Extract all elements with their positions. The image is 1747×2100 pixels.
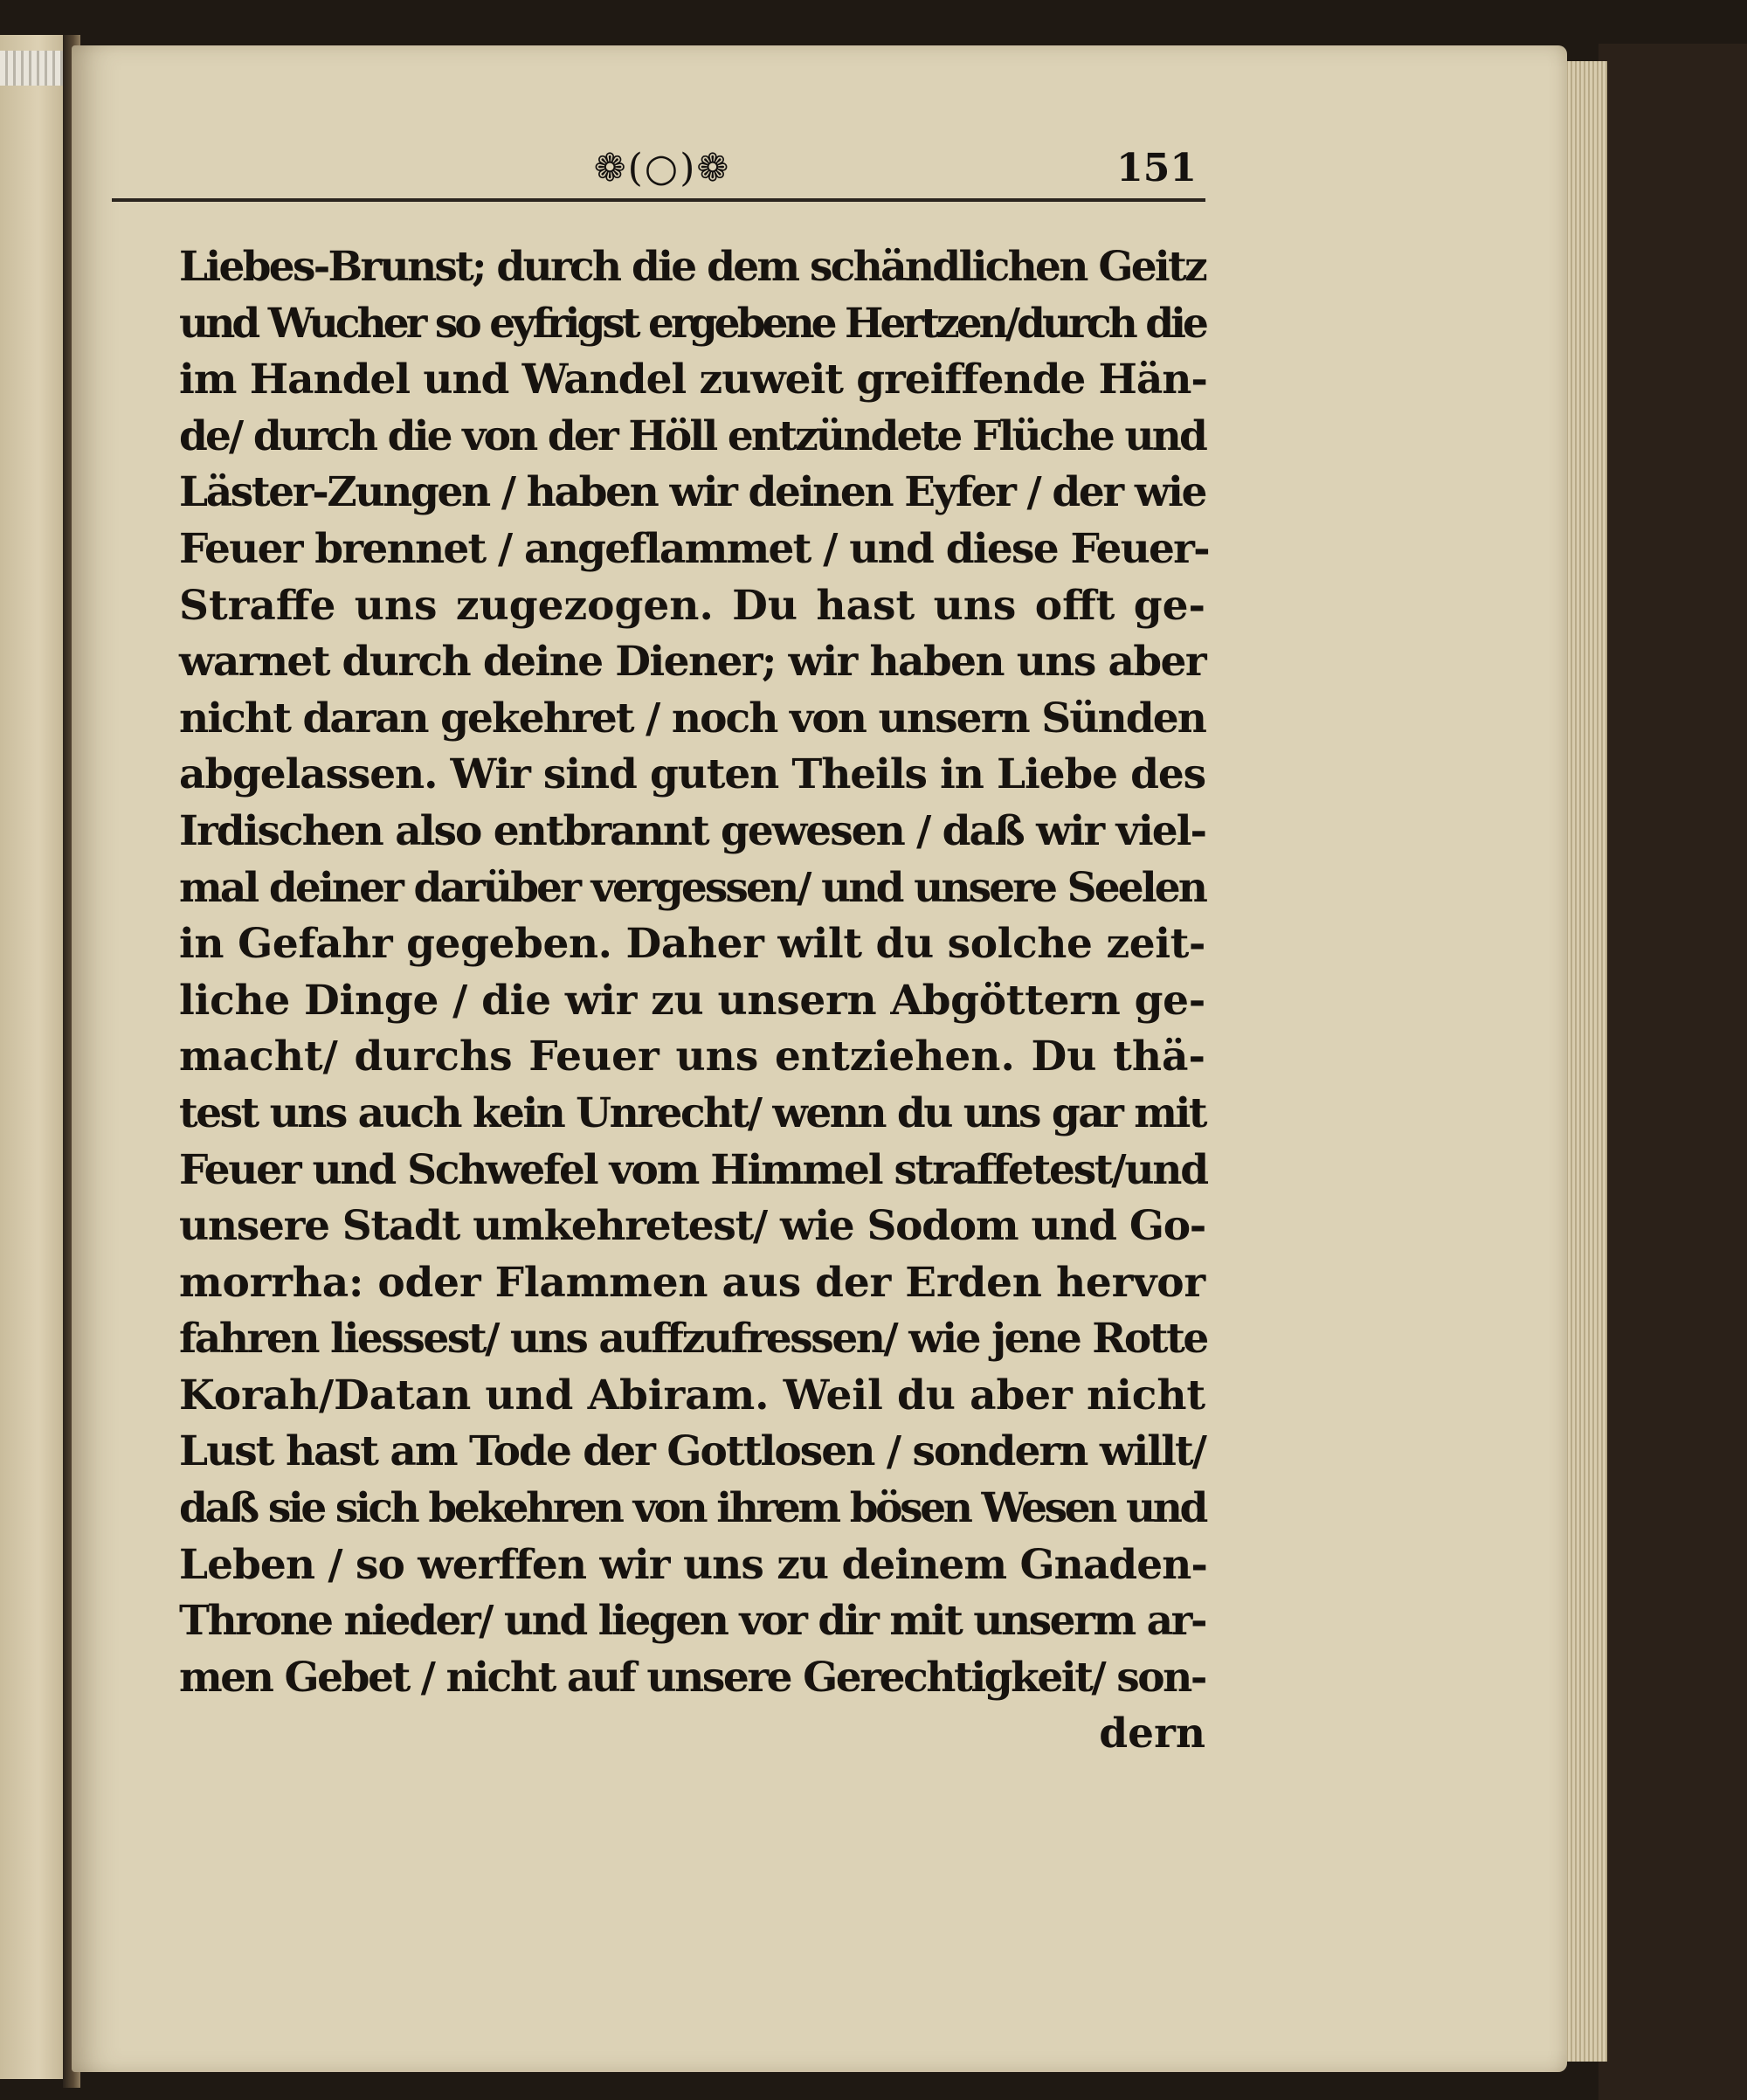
text-line: Liebes-Brunst; durch die dem schändlichen Geitz: [179, 243, 1205, 291]
text-line: Leben / so werffen wir uns zu deinem Gnaden-: [179, 1540, 1207, 1589]
running-header: [112, 142, 1205, 204]
text-line: de/ durch die von der Höll entzündete Flüche und: [179, 411, 1205, 460]
text-line: Irdischen also entbrannt gewesen / daß wir viel-: [179, 806, 1205, 855]
text-line: in Gefahr gegeben. Daher wilt du solche zeit-: [179, 920, 1205, 969]
text-line: warnet durch deine Diener; wir haben uns aber: [179, 638, 1205, 687]
text-line: test uns auch kein Unrecht/ wenn du uns gar mit: [179, 1088, 1205, 1137]
text-line: fahren liessest/ uns auffzufressen/ wie jene Rotte: [179, 1315, 1207, 1364]
header-ornament: ❁(○)❁: [593, 146, 731, 190]
text-line: Straffe uns zugezogen. Du hast uns offt ge-: [179, 581, 1205, 630]
text-line: men Gebet / nicht auf unsere Gerechtigkeit/ son-: [179, 1653, 1205, 1702]
previous-page-edge: [0, 35, 70, 2079]
text-line: im Handel und Wandel zuweit greiffende Hän-: [179, 356, 1207, 404]
text-line: liche Dinge / die wir zu unsern Abgöttern ge-: [179, 976, 1205, 1025]
text-line: und Wucher so eyfrigst ergebene Hertzen/durch die: [179, 299, 1205, 348]
text-line: Lust hast am Tode der Gottlosen / sondern willt/: [179, 1427, 1205, 1476]
text-line: unsere Stadt umkehretest/ wie Sodom und Go-: [179, 1202, 1205, 1251]
text-line: nicht daran gekehret / noch von unsern Sünden: [179, 694, 1205, 743]
catchword: dern: [1099, 1710, 1205, 1758]
text-line: Korah/Datan und Abiram. Weil du aber nicht: [179, 1371, 1205, 1420]
text-line: daß sie sich bekehren von ihrem bösen Wesen und: [179, 1484, 1205, 1533]
body-text: [179, 239, 1209, 1763]
header-rule: [112, 198, 1205, 202]
text-line: Feuer und Schwefel vom Himmel straffetest/und: [179, 1145, 1207, 1194]
text-line: Feuer brennet / angeflammet / und diese Feuer-: [179, 524, 1209, 573]
page-number: 151: [1116, 146, 1197, 190]
text-line: Läster-Zungen / haben wir deinen Eyfer / der wie: [179, 468, 1205, 517]
text-line: macht/ durchs Feuer uns entziehen. Du thä-: [179, 1033, 1205, 1081]
text-line: abgelassen. Wir sind guten Theils in Liebe des: [179, 750, 1205, 799]
book-cover-binding: [1599, 44, 1747, 2100]
text-line: Throne nieder/ und liegen vor dir mit unserm ar-: [179, 1597, 1205, 1646]
text-line: mal deiner darüber vergessen/ und unsere Seelen: [179, 863, 1205, 912]
text-line: morrha: oder Flammen aus der Erden hervor: [179, 1258, 1205, 1307]
